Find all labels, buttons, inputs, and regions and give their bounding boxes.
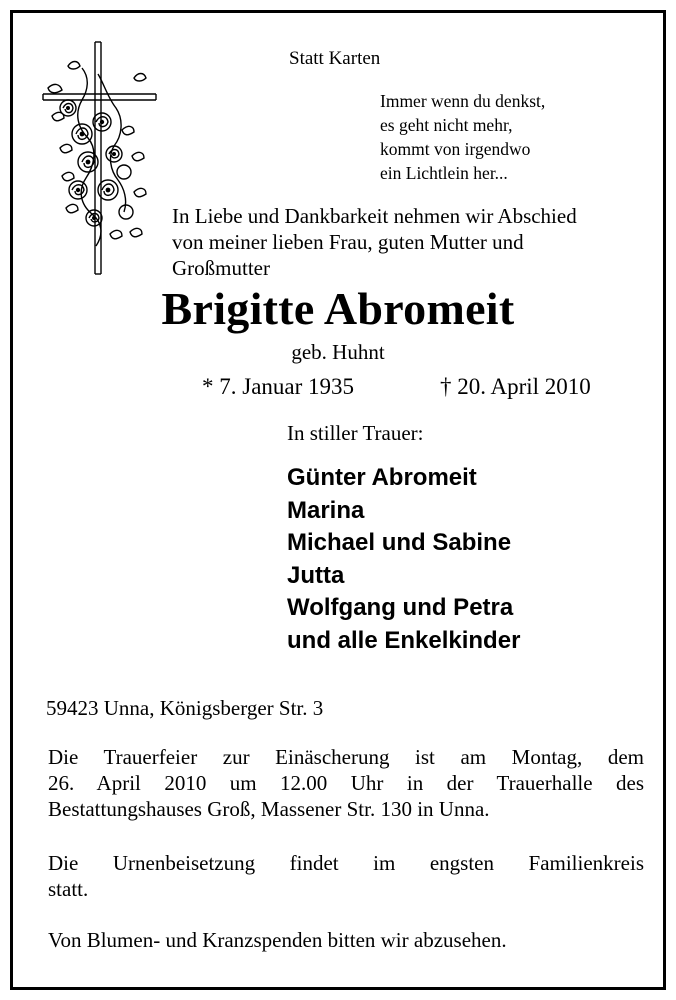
intro-text (172, 203, 577, 281)
cross-with-roses-icon (38, 38, 162, 278)
deceased-name: Brigitte Abromeit (161, 283, 515, 334)
poem-line: ein Lichtlein her... (380, 163, 508, 183)
mourner-name: Günter Abromeit (287, 464, 477, 491)
poem-line: Immer wenn du denkst, (380, 91, 546, 111)
urn-notice-line: statt. (48, 877, 89, 901)
flowers-notice-line: Von Blumen- und Kranzspenden bitten wir abzusehen. (48, 928, 507, 952)
intro-line: von meiner lieben Frau, guten Mutter und (172, 230, 524, 254)
mourners-list (287, 462, 520, 657)
urn-notice-line: Die Urnenbeisetzung findet im engsten Familienkreis (48, 851, 644, 875)
mourner-name: und alle Enkelkinder (287, 626, 521, 654)
flowers-notice (48, 927, 644, 953)
mourner-name: Marina (287, 496, 365, 524)
death-date: † 20. April 2010 (440, 374, 591, 399)
maiden-name: geb. Huhnt (291, 340, 385, 364)
funeral-notice-line: Bestattungshauses Groß, Massener Str. 130 in Unna. (48, 797, 490, 821)
family-address: 59423 Unna, Königsberger Str. 3 (46, 696, 324, 720)
birth-date: * 7. Januar 1935 (202, 374, 355, 399)
statt-karten-label: Statt Karten (289, 48, 381, 69)
mourner-name: Wolfgang und Petra (287, 594, 514, 621)
poem-line: es geht nicht mehr, (380, 115, 513, 135)
mourner-name: Michael und Sabine (287, 529, 512, 556)
urn-notice (48, 850, 644, 902)
intro-line: In Liebe und Dankbarkeit nehmen wir Abschied (172, 204, 577, 228)
poem (380, 89, 545, 185)
poem-line: kommt von irgendwo (380, 139, 531, 159)
intro-line: Großmutter (172, 256, 270, 280)
funeral-notice-line: 26. April 2010 um 12.00 Uhr in der Trauerhalle des (48, 771, 644, 795)
funeral-notice-line: Die Trauerfeier zur Einäscherung ist am Montag, dem (48, 745, 644, 769)
mourning-heading: In stiller Trauer: (287, 421, 424, 445)
mourner-name: Jutta (287, 561, 345, 589)
funeral-notice (48, 744, 644, 822)
